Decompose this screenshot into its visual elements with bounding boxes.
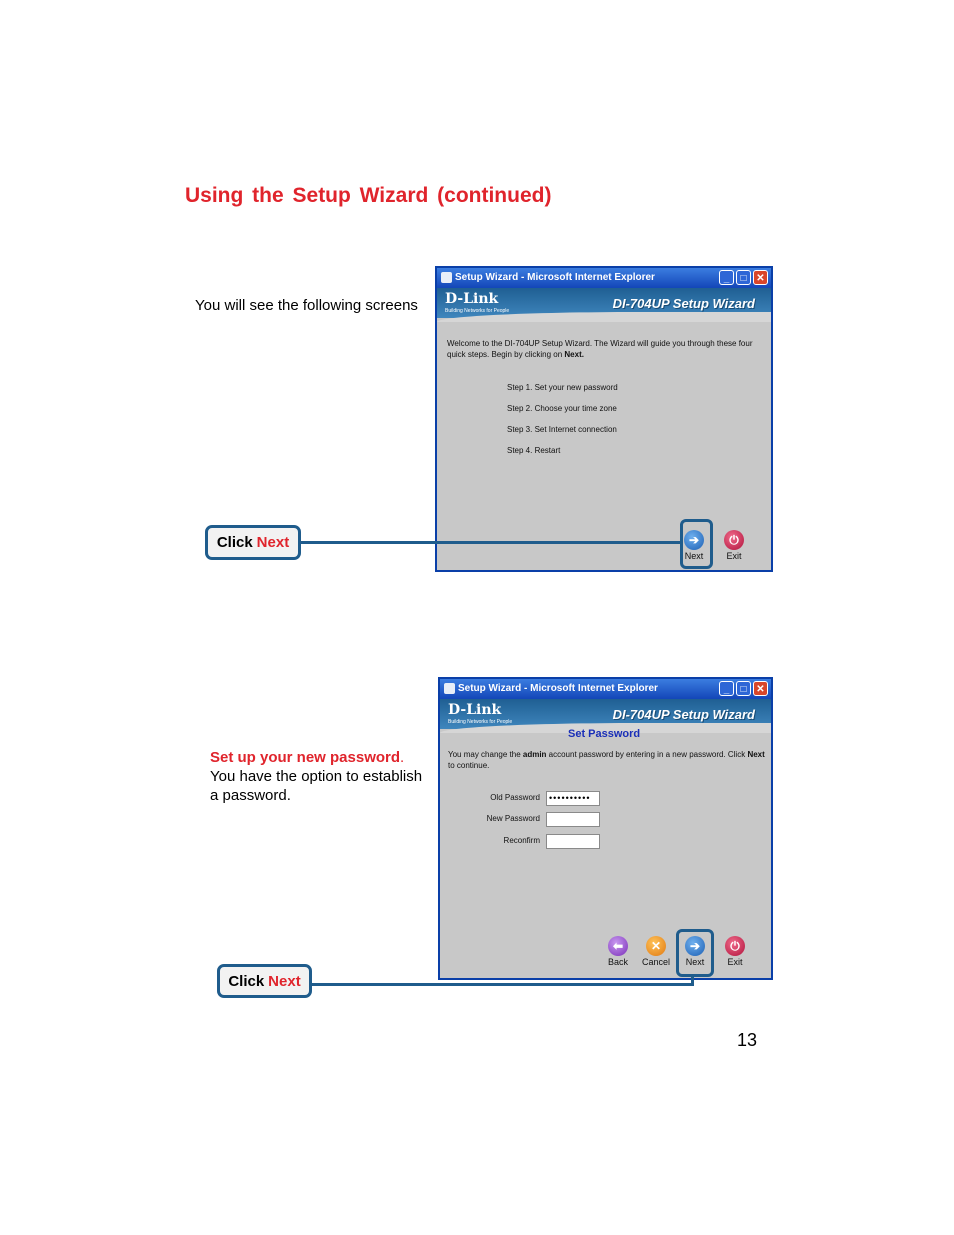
- step-3: Step 3. Set Internet connection: [507, 425, 617, 434]
- ie-icon: [441, 272, 452, 283]
- arrow-right-icon: ➔: [684, 530, 704, 550]
- next-highlight: [676, 929, 714, 977]
- reconfirm-label: Reconfirm: [503, 836, 540, 845]
- section2-caption: Set up your new password. You have the option to establish a password.: [210, 749, 423, 804]
- callout-connector-2: [311, 983, 694, 986]
- new-password-label: New Password: [486, 814, 540, 823]
- reconfirm-input[interactable]: [546, 834, 600, 849]
- setup-wizard-window-password: [438, 677, 773, 980]
- maximize-icon[interactable]: □: [736, 681, 751, 696]
- next-highlight: [680, 519, 713, 569]
- window-title: Setup Wizard - Microsoft Internet Explorer: [455, 272, 655, 283]
- arrow-left-icon: ⬅: [608, 936, 628, 956]
- page-heading: Using the Setup Wizard (continued): [185, 184, 552, 207]
- next-button[interactable]: ➔ Next: [675, 936, 715, 967]
- set-password-heading: Set Password: [568, 728, 641, 740]
- exit-button[interactable]: ⏻ Exit: [714, 530, 754, 561]
- section1-caption: You will see the following screens: [195, 297, 418, 314]
- welcome-text: Welcome to the DI-704UP Setup Wizard. The Wizard will guide you through these four quick steps. Begin by clicking on Next.: [447, 339, 753, 359]
- step-1: Step 1. Set your new password: [507, 383, 618, 392]
- close-icon[interactable]: ✕: [753, 270, 768, 285]
- step-4: Step 4. Restart: [507, 446, 561, 455]
- minimize-icon[interactable]: _: [719, 681, 734, 696]
- old-password-input[interactable]: ••••••••••: [546, 791, 600, 806]
- click-next-callout-1: Click Next: [205, 525, 301, 560]
- minimize-icon[interactable]: _: [719, 270, 734, 285]
- password-description: You may change the admin account password by entering in a new password. Click Next to continue.: [448, 750, 765, 770]
- callout-connector-1: [300, 541, 681, 544]
- exit-icon: ⏻: [725, 936, 745, 956]
- close-icon[interactable]: ✕: [753, 681, 768, 696]
- product-title: DI-704UP Setup Wizard: [612, 296, 755, 311]
- exit-button[interactable]: ⏻ Exit: [715, 936, 755, 967]
- next-button[interactable]: ➔ Next: [674, 530, 714, 561]
- click-next-callout-2: Click Next: [217, 964, 312, 998]
- step-2: Step 2. Choose your time zone: [507, 404, 617, 413]
- ie-icon: [444, 683, 455, 694]
- callout-connector-2-riser: [691, 974, 694, 986]
- arrow-right-icon: ➔: [685, 936, 705, 956]
- cancel-button[interactable]: ✕ Cancel: [636, 936, 676, 967]
- cancel-icon: ✕: [646, 936, 666, 956]
- dlink-logo: D-Link Building Networks for People: [445, 291, 510, 314]
- window-title: Setup Wizard - Microsoft Internet Explorer: [458, 683, 658, 694]
- exit-icon: ⏻: [724, 530, 744, 550]
- product-title: DI-704UP Setup Wizard: [612, 707, 755, 722]
- dlink-logo: D-Link Building Networks for People: [448, 702, 513, 725]
- new-password-input[interactable]: [546, 812, 600, 827]
- maximize-icon[interactable]: □: [736, 270, 751, 285]
- window-titlebar: [440, 679, 771, 699]
- back-button[interactable]: ⬅ Back: [598, 936, 638, 967]
- page-number: 13: [737, 1030, 758, 1050]
- setup-wizard-window-welcome: [435, 266, 773, 572]
- window-titlebar: [437, 268, 771, 288]
- old-password-label: Old Password: [490, 793, 540, 802]
